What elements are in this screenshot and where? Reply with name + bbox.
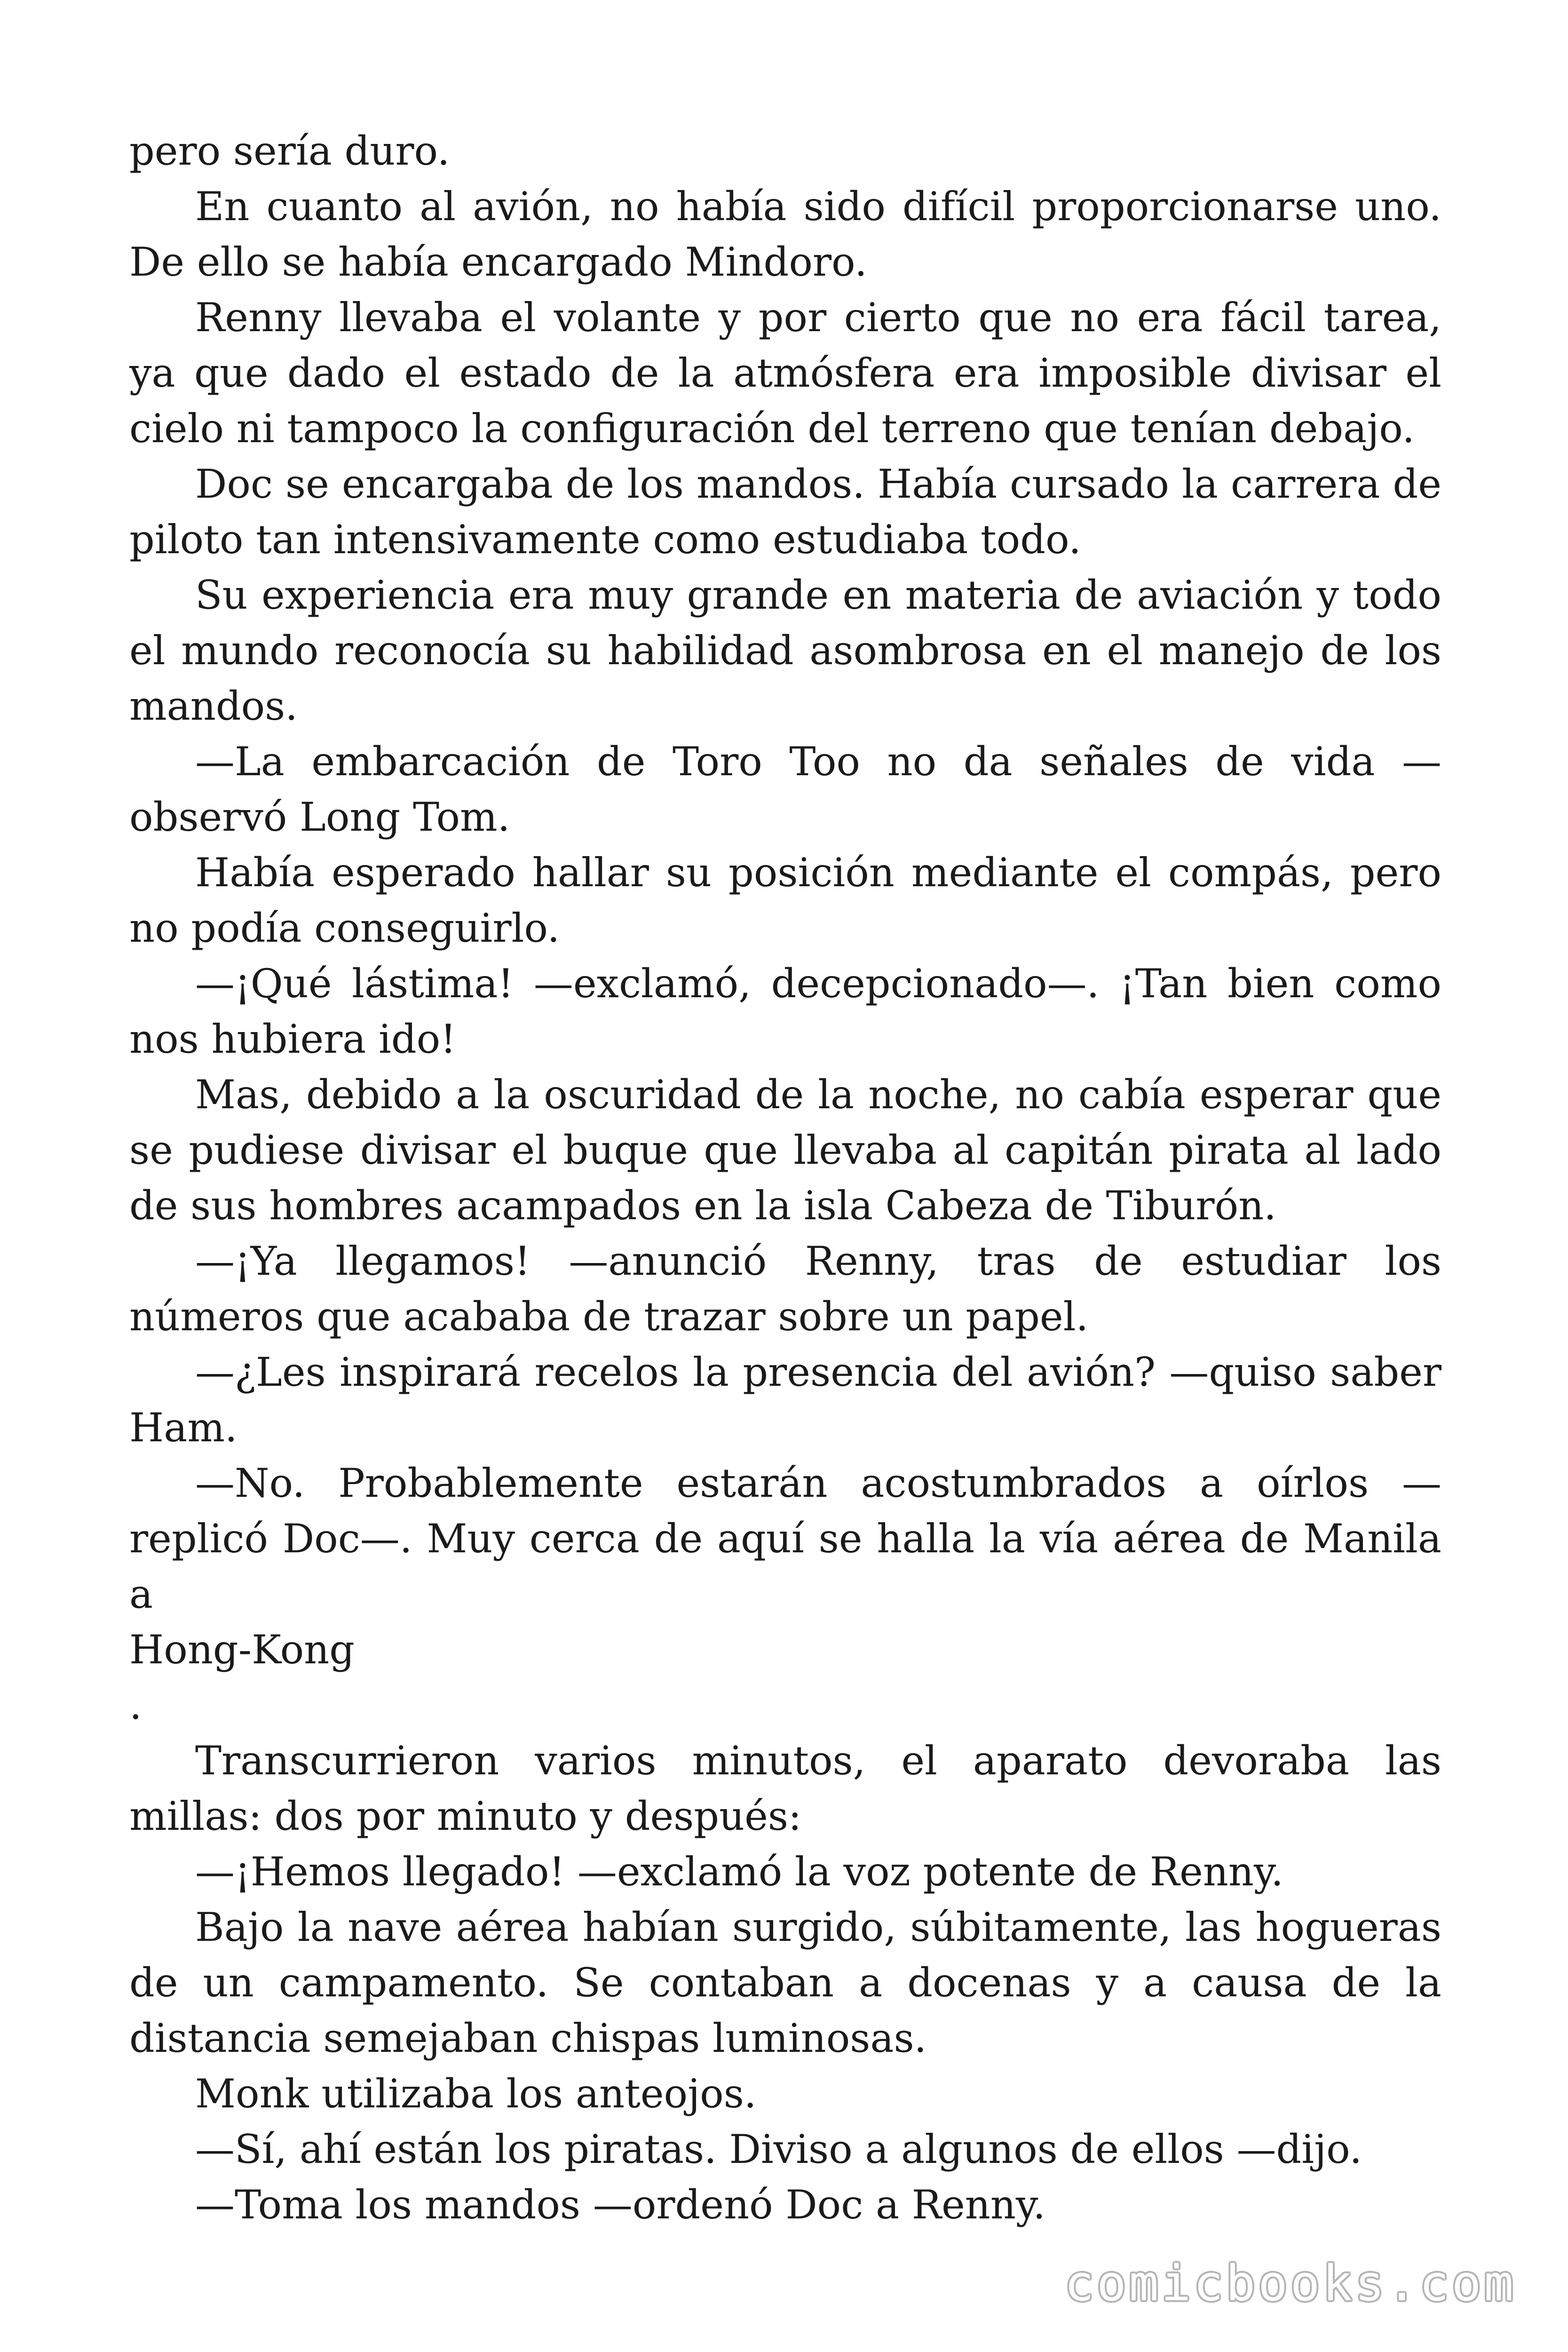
paragraph: En cuanto al avión, no había sido difícil proporcionarse uno. De ello se había encargado Mindoro. [129,183,1441,285]
paragraph: Renny llevaba el volante y por cierto que no era fácil tarea, ya que dado el estado de la atmósfera era imposible divisar el cielo ni tampoco la configuración del terreno que tenían debajo. [129,294,1441,452]
paragraph-fragment: . [129,1682,142,1728]
watermark: comicbooks.com [1064,2255,1516,2312]
paragraph-fragment: Hong-Kong [129,1627,355,1673]
paragraph: —Toma los mandos —ordenó Doc a Renny. [195,2182,1045,2228]
paragraph: —¡Ya llegamos! —anunció Renny, tras de estudiar los números que acababa de trazar sobre un papel. [129,1238,1441,1340]
paragraph: —La embarcación de Toro Too no da señales de vida —observó Long Tom. [129,739,1441,840]
paragraph: Bajo la nave aérea habían surgido, súbitamente, las hogueras de un campamento. Se contaban a docenas y a causa de la distancia semejaban chispas luminosas. [129,1904,1441,2061]
paragraph: —Sí, ahí están los piratas. Diviso a algunos de ellos —dijo. [195,2126,1362,2172]
paragraph: pero sería duro. [129,128,450,174]
paragraph: —No. Probablemente estarán acostumbrados a oírlos —replicó Doc—. Muy cerca de aquí se halla la vía aérea de Manila a [129,1460,1441,1617]
paragraph: Monk utilizaba los anteojos. [195,2071,757,2117]
paragraph: Su experiencia era muy grande en materia de aviación y todo el mundo reconocía su habilidad asombrosa en el manejo de los mandos. [129,572,1441,729]
paragraph: Mas, debido a la oscuridad de la noche, no cabía esperar que se pudiese divisar el buque que llevaba al capitán pirata al lado de sus hombres acampados en la isla Cabeza de Tiburón. [129,1072,1441,1229]
paragraph: Doc se encargaba de los mandos. Había cursado la carrera de piloto tan intensivamente como estudiaba todo. [129,461,1441,563]
paragraph: —¿Les inspirará recelos la presencia del avión? —quiso saber Ham. [129,1349,1441,1451]
body-text [129,123,1441,2233]
paragraph: —¡Qué lástima! —exclamó, decepcionado—. ¡Tan bien como nos hubiera ido! [129,961,1441,1062]
paragraph: —¡Hemos llegado! —exclamó la voz potente de Renny. [195,1849,1283,1895]
paragraph: Transcurrieron varios minutos, el aparato devoraba las millas: dos por minuto y después: [129,1738,1441,1839]
paragraph: Había esperado hallar su posición mediante el compás, pero no podía conseguirlo. [129,850,1441,951]
